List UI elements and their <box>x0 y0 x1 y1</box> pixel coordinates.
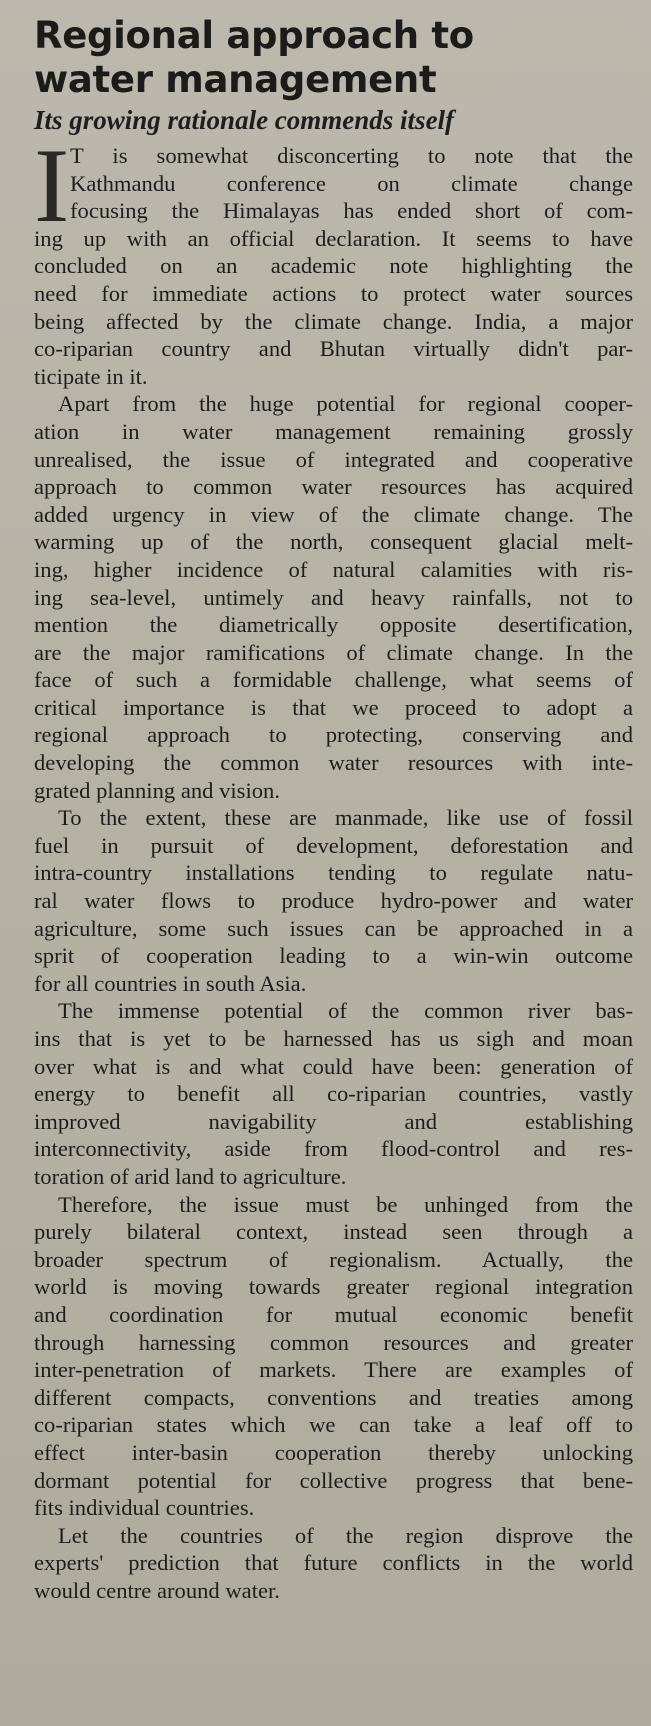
text-line: unrealised, the issue of integrated and cooperative <box>34 446 633 472</box>
text-line: and coordination for mutual economic benefit <box>34 1301 633 1327</box>
text-line: added urgency in view of the climate change. The <box>34 501 633 527</box>
text-line: ation in water management remaining grossly <box>34 418 633 444</box>
paragraph-1 <box>34 127 633 390</box>
text-line: effect inter-basin cooperation thereby unlocking <box>34 1439 633 1465</box>
text-line: developing the common water resources with inte- <box>34 750 633 776</box>
text-line: ins that is yet to be harnessed has us sigh and moan <box>34 1026 633 1051</box>
text-line: mention the diametrically opposite desertification, <box>34 612 633 638</box>
text-line: experts' prediction that future conflicts in the world <box>34 1550 633 1576</box>
paragraph-4 <box>34 997 633 1190</box>
text-line: are the major ramifications of climate change. In the <box>34 639 633 665</box>
text-line: ing sea-level, untimely and heavy rainfalls, not to <box>34 584 633 610</box>
text-line: grated planning and vision. <box>34 777 280 803</box>
text-line: being affected by the climate change. India, a major <box>34 308 633 334</box>
text-line: co-riparian states which we can take a leaf off to <box>34 1412 633 1438</box>
text-line: agriculture, some such issues can be approached in a <box>34 915 633 941</box>
text-line: sprit of cooperation leading to a win-win outcome <box>34 943 633 969</box>
text-line: need for immediate actions to protect water sources <box>34 280 633 306</box>
text-line: Therefore, the issue must be unhinged from the <box>58 1191 633 1217</box>
text-line: dormant potential for collective progress that bene- <box>34 1467 633 1493</box>
text-line: warming up of the north, consequent glacial melt- <box>34 529 633 555</box>
text-line: ticipate in it. <box>34 363 148 389</box>
text-line: fuel in pursuit of development, deforestation and <box>34 832 633 858</box>
text-line: co-riparian country and Bhutan virtually didn't par- <box>34 336 633 362</box>
text-line: critical importance is that we proceed to adopt a <box>34 694 633 720</box>
text-line: over what is and what could have been: generation of <box>34 1053 633 1079</box>
text-line: purely bilateral context, instead seen through a <box>34 1219 633 1245</box>
text-line: face of such a formidable challenge, what seems of <box>34 667 633 693</box>
headline-line-2: water management <box>34 58 437 101</box>
text-line: fits individual countries. <box>34 1495 255 1521</box>
text-line: ing up with an official declaration. It seems to have <box>34 225 633 251</box>
text-line: Let the countries of the region disprove the <box>58 1522 633 1548</box>
drop-cap: I <box>34 127 70 244</box>
text-line: focusing the Himalayas has ended short of com- <box>70 198 633 224</box>
article-subheadline: Its growing rationale commends itself <box>34 105 455 135</box>
text-line: concluded on an academic note highlighting the <box>34 253 633 279</box>
article-body <box>34 127 633 1604</box>
text-line: To the extent, these are manmade, like use of fossil <box>58 805 633 831</box>
headline-line-1: Regional approach to <box>34 14 474 57</box>
text-line: inter-penetration of markets. There are examples of <box>34 1357 633 1383</box>
text-line: T is somewhat disconcerting to note that the <box>70 143 633 168</box>
text-line: approach to common water resources has acquired <box>34 474 633 500</box>
text-line: different compacts, conventions and treaties among <box>34 1384 633 1410</box>
text-line: world is moving towards greater regional integration <box>34 1274 633 1300</box>
text-line: The immense potential of the common river bas- <box>58 998 633 1024</box>
text-line: toration of arid land to agriculture. <box>34 1163 347 1189</box>
text-line: would centre around water. <box>34 1577 280 1603</box>
paragraph-6 <box>34 1522 633 1605</box>
text-line: regional approach to protecting, conserving and <box>34 722 633 748</box>
article-headline <box>34 14 633 102</box>
text-line: improved navigability and establishing <box>34 1108 633 1134</box>
paragraph-3 <box>34 804 633 997</box>
text-line: ral water flows to produce hydro-power and water <box>34 888 633 914</box>
text-line: ing, higher incidence of natural calamities with ris- <box>34 556 633 582</box>
text-line: intra-country installations tending to regulate natu- <box>34 860 633 886</box>
text-line: energy to benefit all co-riparian countries, vastly <box>34 1081 633 1107</box>
text-line: through harnessing common resources and greater <box>34 1329 633 1355</box>
text-line: broader spectrum of regionalism. Actually, the <box>34 1246 633 1272</box>
text-line: for all countries in south Asia. <box>34 970 307 996</box>
text-line: interconnectivity, aside from flood-control and res- <box>34 1136 633 1162</box>
text-line: Apart from the huge potential for regional cooper- <box>58 391 633 417</box>
paragraph-5 <box>34 1191 633 1522</box>
text-line: Kathmandu conference on climate change <box>70 170 633 196</box>
paragraph-2 <box>34 390 633 804</box>
